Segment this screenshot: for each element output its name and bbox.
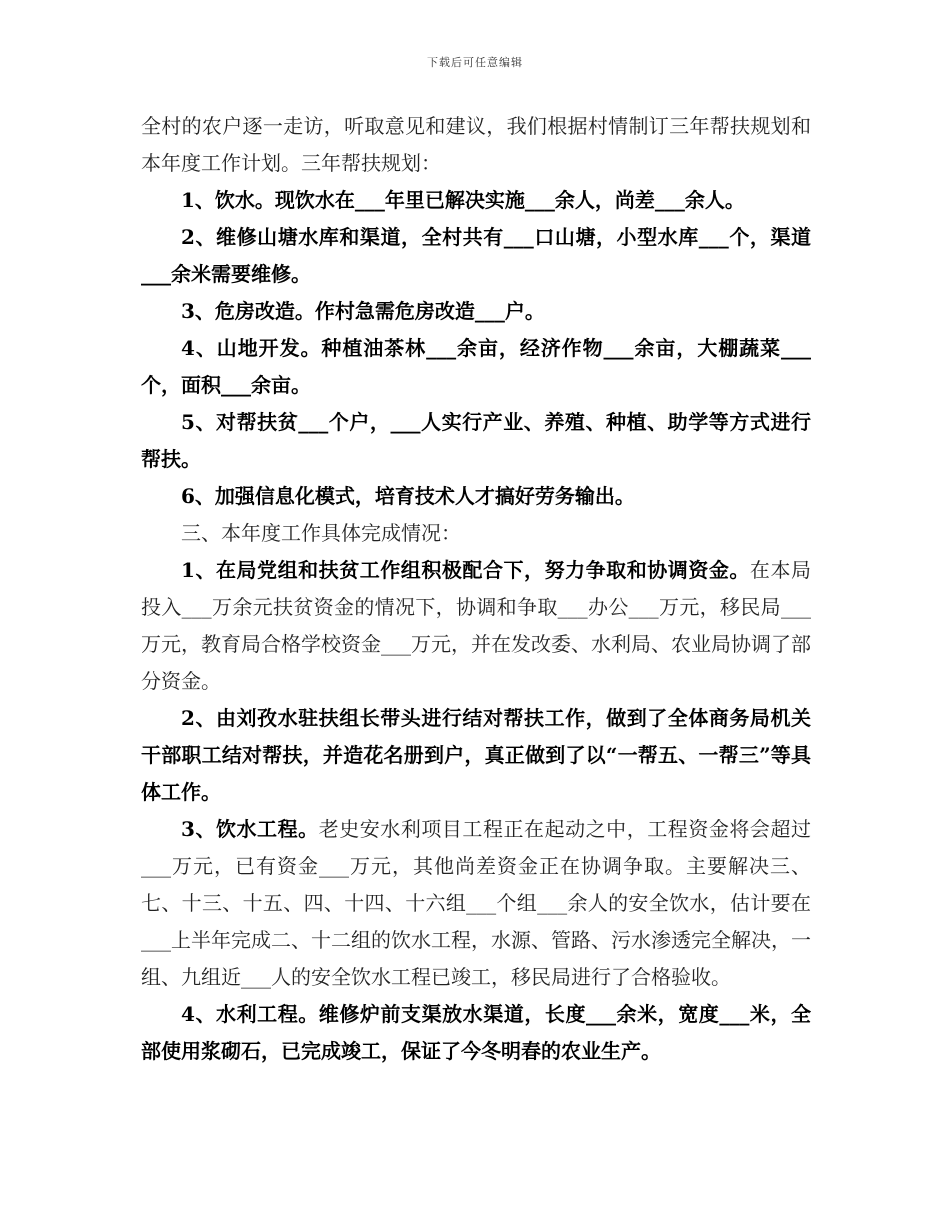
paragraph-text: 全村的农户逐一走访，听取意见和建议，我们根据村情制订三年帮扶规划和本年度工作计划。三年帮扶规划： [141, 114, 811, 175]
document-body [141, 108, 811, 1070]
section-heading [141, 515, 811, 552]
paragraph-lead: 4、水利工程。维修炉前支渠放水渠道，长度___余米，宽度___米，全部使用浆砌石，已完成竣工，保证了今冬明春的农业生产。 [141, 1002, 811, 1063]
paragraph-lead: 1、饮水。现饮水在___年里已解决实施___余人，尚差___余人。 [181, 188, 745, 212]
paragraph-text: 老史安水利项目工程正在起动之中，工程资金将会超过___万元，已有资金___万元，其他尚差资金正在协调争取。主要解决三、七、十三、十五、四、十四、十六组___个组___余人的安全饮水，估计要在___上半年完成二、十二组的饮水工程，水源、管路、污水渗透完全解决，一组、九组近___人的安全饮水工程已竣工，移民局进行了合格验收。 [141, 817, 811, 989]
paragraph-lead: 6、加强信息化模式，培育技术人才搞好劳务输出。 [181, 484, 635, 508]
paragraph-lead: 4、山地开发。种植油茶林___余亩，经济作物___余亩，大棚蔬菜___个，面积___余亩。 [141, 336, 811, 397]
paragraph-lead: 2、由刘孜水驻扶组长带头进行结对帮扶工作，做到了全体商务局机关干部职工结对帮扶，并造花名册到户，真正做到了以“一帮五、一帮三”等具体工作。 [141, 706, 811, 804]
paragraph-item-1 [141, 182, 811, 219]
paragraph-lead: 2、维修山塘水库和渠道，全村共有___口山塘，小型水库___个，渠道___余米需要维修。 [141, 225, 811, 286]
paragraph-lead: 5、对帮扶贫___个户，___人实行产业、养殖、种植、助学等方式进行帮扶。 [141, 410, 811, 471]
section-heading-text: 三、本年度工作具体完成情况： [181, 521, 461, 545]
paragraph-item-6 [141, 478, 811, 515]
paragraph-lead: 3、饮水工程。 [181, 817, 319, 841]
paragraph-intro [141, 108, 811, 182]
paragraph-item-5 [141, 404, 811, 478]
paragraph-lead: 1、在局党组和扶贫工作组积极配合下，努力争取和协调资金。 [181, 558, 750, 582]
paragraph-progress-4 [141, 996, 811, 1070]
paragraph-lead: 3、危房改造。作村急需危房改造___户。 [181, 299, 545, 323]
paragraph-progress-1 [141, 552, 811, 700]
page-header: 下载后可任意编辑 [427, 56, 523, 69]
paragraph-item-3 [141, 293, 811, 330]
paragraph-progress-2 [141, 700, 811, 811]
paragraph-item-4 [141, 330, 811, 404]
paragraph-text: 在本局投入___万余元扶贫资金的情况下，协调和争取___办公___万元，移民局___万元，教育局合格学校资金___万元，并在发改委、水利局、农业局协调了部分资金。 [141, 558, 811, 693]
paragraph-item-2 [141, 219, 811, 293]
paragraph-progress-3 [141, 811, 811, 996]
